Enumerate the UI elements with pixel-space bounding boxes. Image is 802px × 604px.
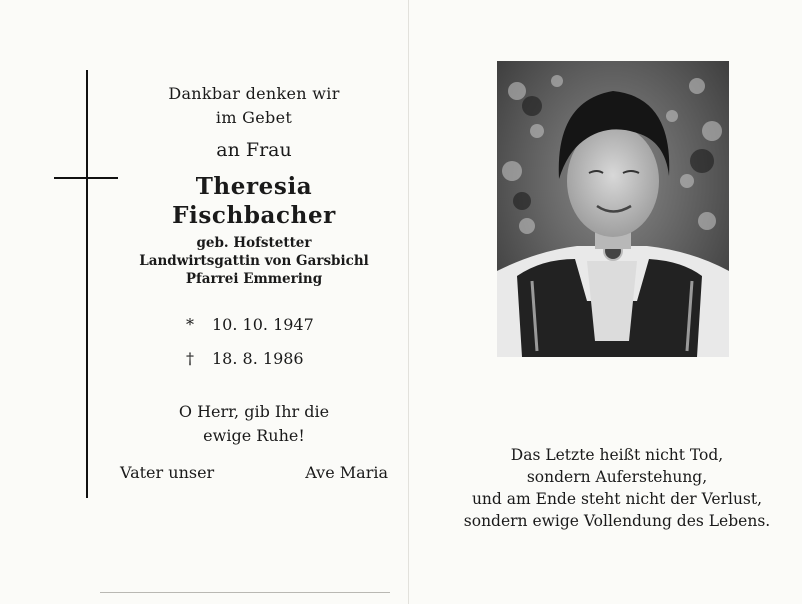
occupation: Landwirtsgattin von Garsbichl: [139, 253, 369, 269]
birth-star-icon: *: [186, 315, 194, 334]
quote-line-4: sondern ewige Vollendung des Lebens.: [463, 512, 771, 530]
closing-quote: [430, 444, 802, 532]
last-name: Fischbacher: [172, 202, 336, 229]
prayer-line-1: O Herr, gib Ihr die: [178, 402, 330, 421]
cross-horizontal-bar: [54, 177, 118, 179]
quote-line-3: und am Ende steht nicht der Verlust,: [471, 490, 763, 508]
portrait-image: [497, 61, 729, 357]
death-date: 18. 8. 1986: [212, 349, 304, 368]
salutation: an Frau: [216, 139, 292, 161]
birth-name: geb. Hofstetter: [196, 235, 312, 251]
birth-row: [186, 308, 314, 342]
first-name: Theresia: [195, 173, 313, 200]
deceased-details: [112, 234, 396, 288]
quote-line-2: sondern Auferstehung,: [526, 468, 708, 486]
closing-right: Ave Maria: [305, 463, 388, 482]
quote-line-1: Das Letzte heißt nicht Tod,: [510, 446, 724, 464]
prayer: [112, 400, 396, 448]
parish: Pfarrei Emmering: [185, 271, 323, 287]
deceased-name: [112, 172, 396, 230]
prayer-line-2: ewige Ruhe!: [203, 426, 305, 445]
intro-text: [112, 82, 396, 130]
closing-left: Vater unser: [120, 463, 215, 482]
portrait-photo: [497, 61, 729, 357]
fold-line: [408, 0, 409, 604]
death-row: [186, 342, 314, 376]
intro-line-2: im Gebet: [215, 108, 293, 127]
intro-line-1: Dankbar denken wir: [168, 84, 340, 103]
death-cross-icon: †: [186, 349, 194, 368]
bottom-rule: [100, 592, 390, 593]
life-dates: [186, 308, 314, 376]
birth-date: 10. 10. 1947: [212, 315, 314, 334]
cross-vertical-bar: [86, 70, 88, 498]
